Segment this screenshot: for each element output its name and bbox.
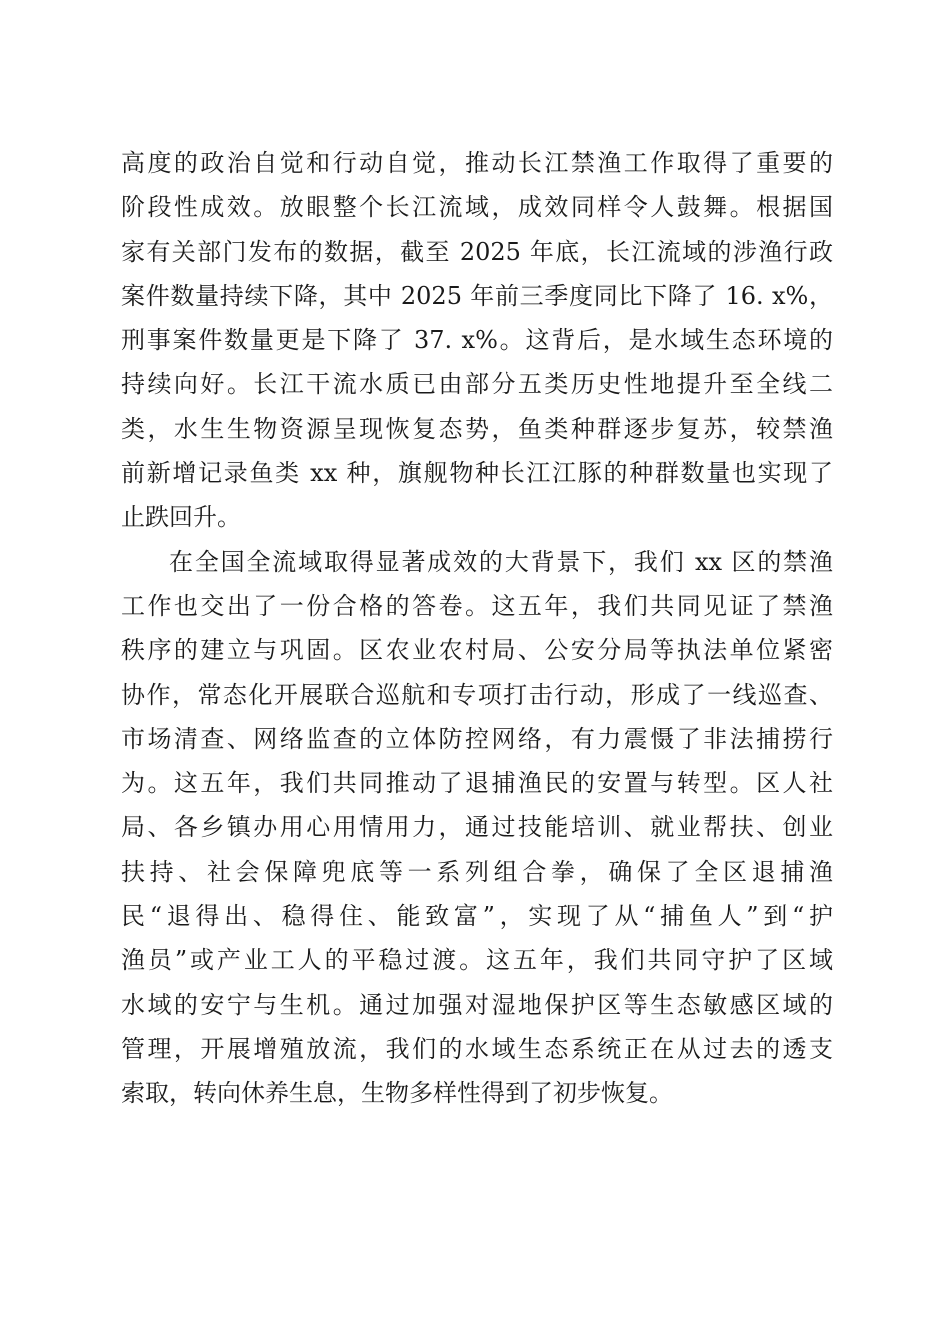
document-body <box>121 141 833 1116</box>
text-line: 前新增记录鱼类 xx 种，旗舰物种长江江豚的种群数量也实现了 <box>121 459 833 488</box>
text-line: 渔员”或产业工人的平稳过渡。这五年，我们共同守护了区域 <box>121 946 833 975</box>
text-line: 持续向好。长江干流水质已由部分五类历史性地提升至全线二 <box>121 370 833 399</box>
text-line: 高度的政治自觉和行动自觉，推动长江禁渔工作取得了重要的 <box>121 149 833 177</box>
text-line: 秩序的建立与巩固。区农业农村局、公安分局等执法单位紧密 <box>121 636 833 665</box>
text-line: 类，水生生物资源呈现恢复态势，鱼类种群逐步复苏，较禁渔 <box>121 414 833 443</box>
paragraph-1 <box>121 141 833 540</box>
text-line: 为。这五年，我们共同推动了退捕渔民的安置与转型。区人社 <box>121 769 833 798</box>
paragraph-2 <box>121 540 833 1116</box>
text-line: 协作，常态化开展联合巡航和专项打击行动，形成了一线巡查、 <box>121 680 833 709</box>
text-line: 水域的安宁与生机。通过加强对湿地保护区等生态敏感区域的 <box>121 990 833 1019</box>
text-line: 工作也交出了一份合格的答卷。这五年，我们共同见证了禁渔 <box>121 591 833 620</box>
text-line: 市场清查、网络监查的立体防控网络，有力震慑了非法捕捞行 <box>121 724 833 753</box>
text-line: 管理，开展增殖放流，我们的水域生态系统正在从过去的透支 <box>121 1034 833 1063</box>
text-line: 家有关部门发布的数据，截至 2025 年底，长江流域的涉渔行政 <box>121 237 833 266</box>
text-line: 止跌回升。 <box>121 503 241 532</box>
text-line: 局、各乡镇办用心用情用力，通过技能培训、就业帮扶、创业 <box>121 813 833 842</box>
text-line: 刑事案件数量更是下降了 37. x%。这背后，是水域生态环境的 <box>121 326 833 355</box>
text-line: 扶持、社会保障兜底等一系列组合拳，确保了全区退捕渔 <box>121 857 833 886</box>
text-line: 在全国全流域取得显著成效的大背景下，我们 xx 区的禁渔 <box>169 547 833 576</box>
text-line: 阶段性成效。放眼整个长江流域，成效同样令人鼓舞。根据国 <box>121 193 833 222</box>
text-line: 案件数量持续下降，其中 2025 年前三季度同比下降了 16. x%， <box>121 281 833 310</box>
text-line: 民“退得出、稳得住、能致富”，实现了从“捕鱼人”到“护 <box>121 902 833 931</box>
text-line: 索取，转向休养生息，生物多样性得到了初步恢复。 <box>121 1079 673 1108</box>
